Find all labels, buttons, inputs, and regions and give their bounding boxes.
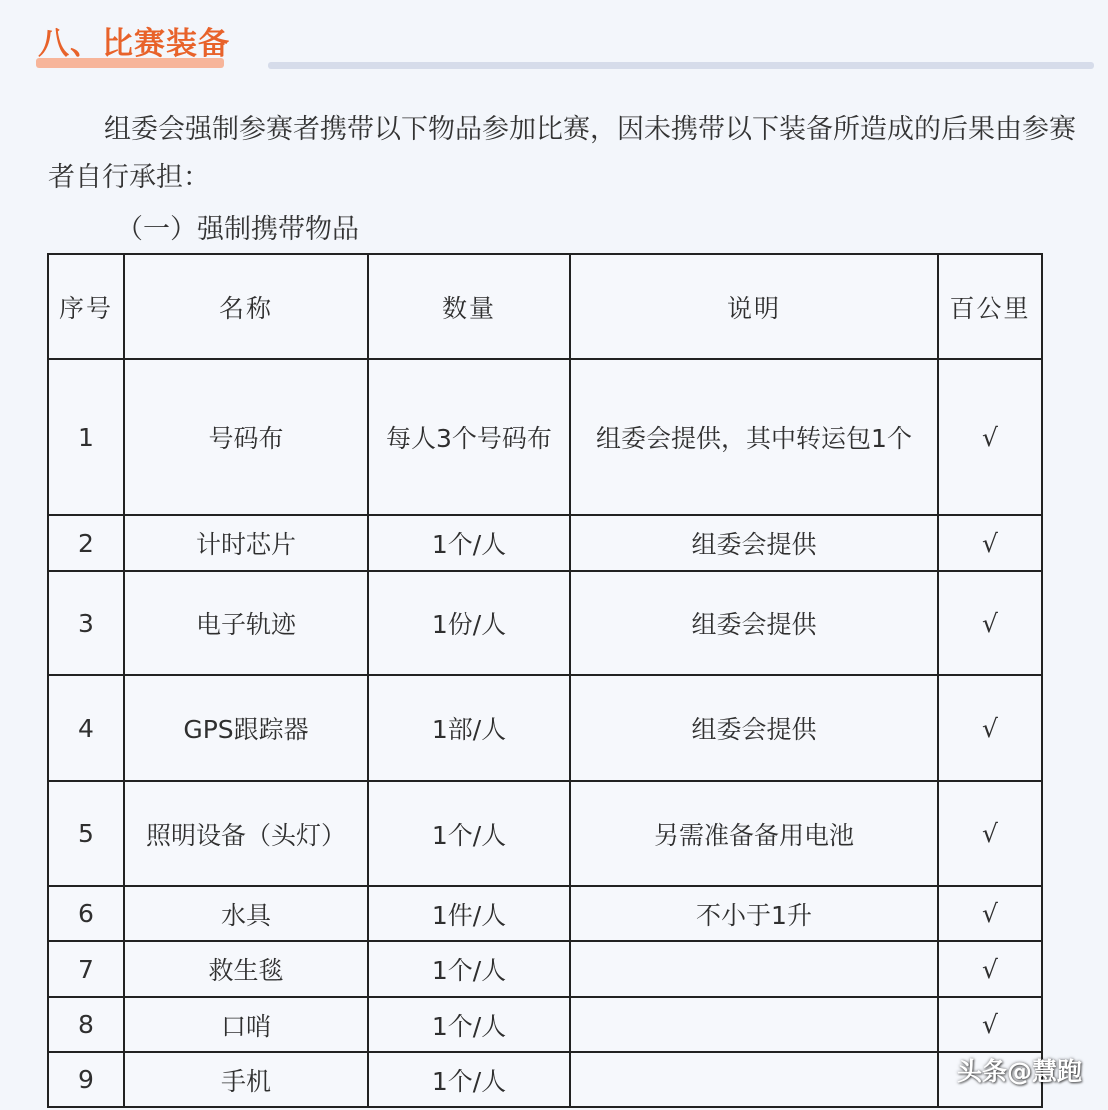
intro-paragraph: 组委会强制参赛者携带以下物品参加比赛，因未携带以下装备所造成的后果由参赛者自行承担： — [48, 114, 1076, 193]
check-mark: √ — [938, 997, 1042, 1052]
cell-name: 照明设备（头灯） — [124, 781, 368, 886]
table-row — [48, 515, 1042, 571]
cell-qty: 1份/人 — [368, 571, 570, 675]
header-cell-100k: 百公里 — [938, 254, 1042, 359]
cell-name: GPS跟踪器 — [124, 675, 368, 781]
header-cell-name: 名称 — [124, 254, 368, 359]
heading-divider — [268, 62, 1094, 69]
check-mark: √ — [938, 781, 1042, 886]
table-row — [48, 1052, 1042, 1107]
check-mark: √ — [938, 571, 1042, 675]
table-row — [48, 941, 1042, 997]
watermark: 头条@慧跑 — [956, 1057, 1082, 1086]
cell-no: 3 — [48, 571, 124, 675]
cell-name: 计时芯片 — [124, 515, 368, 571]
cell-name: 号码布 — [124, 359, 368, 515]
cell-no: 2 — [48, 515, 124, 571]
section-heading-wrap — [36, 22, 230, 72]
table-row — [48, 886, 1042, 941]
equipment-table — [47, 253, 1043, 1108]
cell-name: 口哨 — [124, 997, 368, 1052]
section-title: 八、比赛装备 — [38, 26, 230, 62]
cell-desc: 组委会提供，其中转运包1个 — [570, 359, 938, 515]
cell-qty: 1个/人 — [368, 781, 570, 886]
subheading: （一）强制携带物品 — [116, 214, 359, 245]
cell-qty: 1个/人 — [368, 997, 570, 1052]
cell-desc — [570, 1052, 938, 1107]
cell-desc: 另需准备备用电池 — [570, 781, 938, 886]
table-header-row — [48, 254, 1042, 359]
header-cell-no: 序号 — [48, 254, 124, 359]
check-mark: √ — [938, 941, 1042, 997]
cell-qty: 1部/人 — [368, 675, 570, 781]
cell-name: 救生毯 — [124, 941, 368, 997]
check-mark: √ — [938, 359, 1042, 515]
cell-desc — [570, 997, 938, 1052]
check-mark: √ — [938, 515, 1042, 571]
cell-name: 水具 — [124, 886, 368, 941]
table-row — [48, 997, 1042, 1052]
table-row — [48, 359, 1042, 515]
cell-qty: 1件/人 — [368, 886, 570, 941]
cell-desc: 不小于1升 — [570, 886, 938, 941]
header-cell-qty: 数量 — [368, 254, 570, 359]
cell-desc: 组委会提供 — [570, 515, 938, 571]
cell-qty: 1个/人 — [368, 941, 570, 997]
cell-no: 6 — [48, 886, 124, 941]
cell-qty: 1个/人 — [368, 1052, 570, 1107]
table-row — [48, 571, 1042, 675]
cell-qty: 每人3个号码布 — [368, 359, 570, 515]
table-row — [48, 675, 1042, 781]
table-row — [48, 781, 1042, 886]
cell-qty: 1个/人 — [368, 515, 570, 571]
cell-no: 7 — [48, 941, 124, 997]
cell-desc — [570, 941, 938, 997]
cell-no: 9 — [48, 1052, 124, 1107]
cell-desc: 组委会提供 — [570, 571, 938, 675]
cell-no: 1 — [48, 359, 124, 515]
cell-desc: 组委会提供 — [570, 675, 938, 781]
cell-no: 5 — [48, 781, 124, 886]
cell-name: 电子轨迹 — [124, 571, 368, 675]
cell-no: 4 — [48, 675, 124, 781]
check-mark: √ — [938, 886, 1042, 941]
cell-name: 手机 — [124, 1052, 368, 1107]
cell-no: 8 — [48, 997, 124, 1052]
header-cell-desc: 说明 — [570, 254, 938, 359]
check-mark: √ — [938, 675, 1042, 781]
